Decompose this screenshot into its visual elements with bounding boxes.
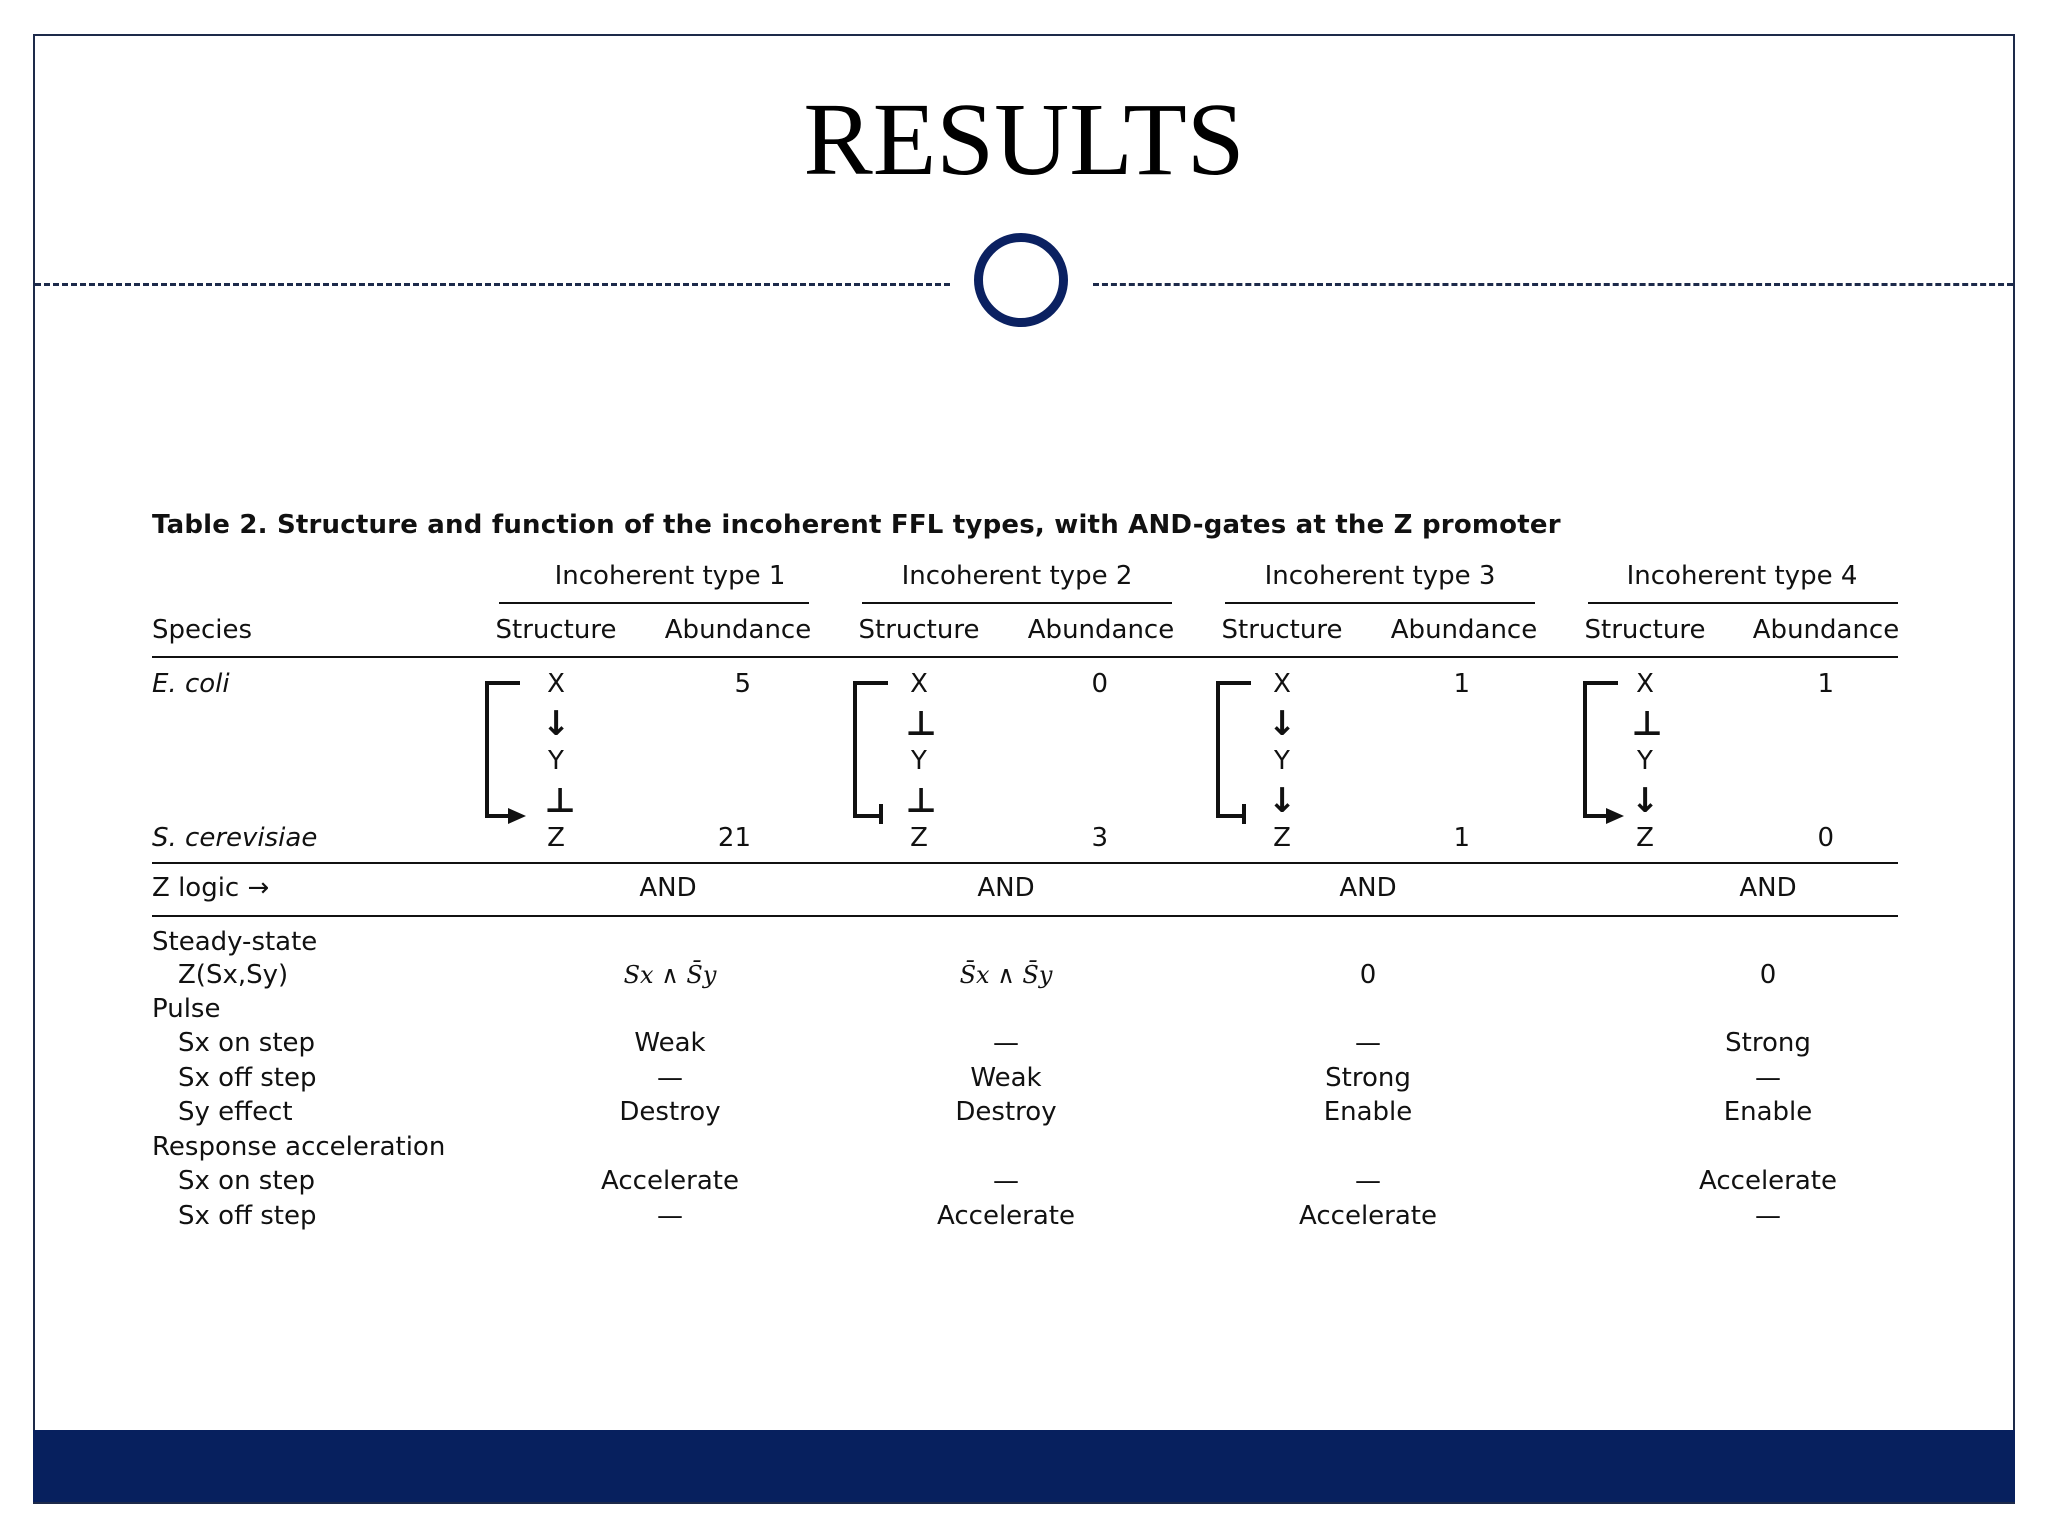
ffl1-xz-activation-arrow [484, 680, 534, 824]
pulse-off-4: — [1755, 1063, 1781, 1093]
ffl4-node-z: Z [1636, 823, 1654, 853]
row-pulse-sx-off: Sx off step [178, 1063, 317, 1093]
group-underline-2 [862, 602, 1172, 604]
col-structure-4: Structure [1584, 615, 1706, 645]
group-header-type-1: Incoherent type 1 [554, 561, 786, 591]
sy-effect-4: Enable [1723, 1097, 1813, 1127]
row-response-acceleration: Response acceleration [152, 1132, 446, 1162]
footer-bar [33, 1430, 2015, 1502]
z-value-4: 0 [1759, 960, 1777, 990]
pulse-off-2: Weak [970, 1063, 1042, 1093]
row-pulse: Pulse [152, 994, 221, 1024]
z-logic-3: AND [1339, 873, 1397, 903]
resp-off-2: Accelerate [937, 1201, 1075, 1231]
ffl1-yz-glyph: ⊥ [544, 781, 576, 821]
z-value-1: Sx ∧ S̄y [623, 961, 717, 989]
col-structure-3: Structure [1221, 615, 1343, 645]
ffl2-abundance-yeast: 3 [1091, 823, 1108, 853]
col-abundance-4: Abundance [1752, 615, 1900, 645]
pulse-off-3: Strong [1325, 1063, 1411, 1093]
resp-off-4: — [1755, 1201, 1781, 1231]
pulse-on-1: Weak [634, 1028, 706, 1058]
ffl3-xz-repression-edge [1213, 680, 1263, 824]
pulse-on-3: — [1355, 1028, 1381, 1058]
ffl3-node-y: Y [1274, 746, 1290, 776]
ffl4-abundance-ecoli: 1 [1817, 669, 1834, 699]
row-steady-state: Steady-state [152, 927, 318, 957]
logic-rule [152, 915, 1898, 917]
ffl4-node-x: X [1636, 669, 1654, 699]
divider-right [1093, 283, 2013, 286]
resp-on-3: — [1355, 1166, 1381, 1196]
row-resp-sx-off: Sx off step [178, 1201, 317, 1231]
ring-ornament [974, 233, 1068, 327]
z-value-3: 0 [1359, 960, 1377, 990]
header-rule [152, 656, 1898, 658]
species-rule [152, 862, 1898, 864]
divider-left [35, 283, 950, 286]
group-underline-1 [499, 602, 809, 604]
species-ecoli: E. coli [152, 669, 230, 699]
ffl3-abundance-ecoli: 1 [1453, 669, 1470, 699]
group-header-type-2: Incoherent type 2 [901, 561, 1133, 591]
ffl1-xy-glyph: ↓ [541, 704, 571, 744]
ffl2-yz-glyph: ⊥ [905, 781, 937, 821]
ffl1-abundance-yeast: 21 [717, 823, 751, 853]
sy-effect-2: Destroy [955, 1097, 1057, 1127]
ffl4-abundance-yeast: 0 [1817, 823, 1834, 853]
ffl4-node-y: Y [1637, 746, 1653, 776]
species-yeast: S. cerevisiae [152, 823, 318, 853]
z-logic-label: Z logic → [152, 873, 270, 903]
ffl3-abundance-yeast: 1 [1453, 823, 1470, 853]
z-value-2: S̄x ∧ S̄y [959, 961, 1053, 989]
ffl2-xy-glyph: ⊥ [905, 704, 937, 744]
ffl2-node-x: X [910, 669, 928, 699]
ffl2-xz-repression-edge [850, 680, 900, 824]
pulse-off-1: — [657, 1063, 683, 1093]
table-caption: Table 2. Structure and function of the incoherent FFL types, with AND-gates at the Z promoter [152, 510, 1561, 540]
ffl2-node-z: Z [910, 823, 928, 853]
col-structure-2: Structure [858, 615, 980, 645]
z-logic-2: AND [977, 873, 1035, 903]
resp-on-4: Accelerate [1699, 1166, 1837, 1196]
ffl2-node-y: Y [911, 746, 927, 776]
pulse-on-4: Strong [1725, 1028, 1811, 1058]
ffl4-yz-glyph: ↓ [1630, 781, 1660, 821]
z-logic-4: AND [1739, 873, 1797, 903]
row-sy-effect: Sy effect [178, 1097, 293, 1127]
ffl3-node-z: Z [1273, 823, 1291, 853]
pulse-on-2: — [993, 1028, 1019, 1058]
row-resp-sx-on: Sx on step [178, 1166, 316, 1196]
resp-off-3: Accelerate [1299, 1201, 1437, 1231]
resp-on-2: — [993, 1166, 1019, 1196]
ffl3-yz-glyph: ↓ [1267, 781, 1297, 821]
group-underline-3 [1225, 602, 1535, 604]
sy-effect-1: Destroy [619, 1097, 721, 1127]
ffl2-abundance-ecoli: 0 [1091, 669, 1108, 699]
row-z-function: Z(Sx,Sy) [178, 960, 289, 990]
ffl1-node-z: Z [547, 823, 565, 853]
ffl4-xy-glyph: ⊥ [1631, 704, 1663, 744]
col-structure-1: Structure [495, 615, 617, 645]
col-abundance-3: Abundance [1390, 615, 1538, 645]
group-underline-4 [1588, 602, 1898, 604]
ffl1-node-x: X [547, 669, 565, 699]
resp-on-1: Accelerate [601, 1166, 739, 1196]
z-logic-1: AND [639, 873, 697, 903]
ffl3-xy-glyph: ↓ [1267, 704, 1297, 744]
ffl1-abundance-ecoli: 5 [734, 669, 751, 699]
slide-title: RESULTS [803, 82, 1245, 197]
resp-off-1: — [657, 1201, 683, 1231]
col-abundance-1: Abundance [664, 615, 812, 645]
ffl4-xz-activation-arrow [1580, 680, 1630, 824]
ffl3-node-x: X [1273, 669, 1291, 699]
col-abundance-2: Abundance [1027, 615, 1175, 645]
species-header: Species [152, 615, 253, 645]
sy-effect-3: Enable [1323, 1097, 1413, 1127]
ffl1-node-y: Y [548, 746, 564, 776]
group-header-type-3: Incoherent type 3 [1264, 561, 1496, 591]
row-pulse-sx-on: Sx on step [178, 1028, 316, 1058]
group-header-type-4: Incoherent type 4 [1626, 561, 1858, 591]
